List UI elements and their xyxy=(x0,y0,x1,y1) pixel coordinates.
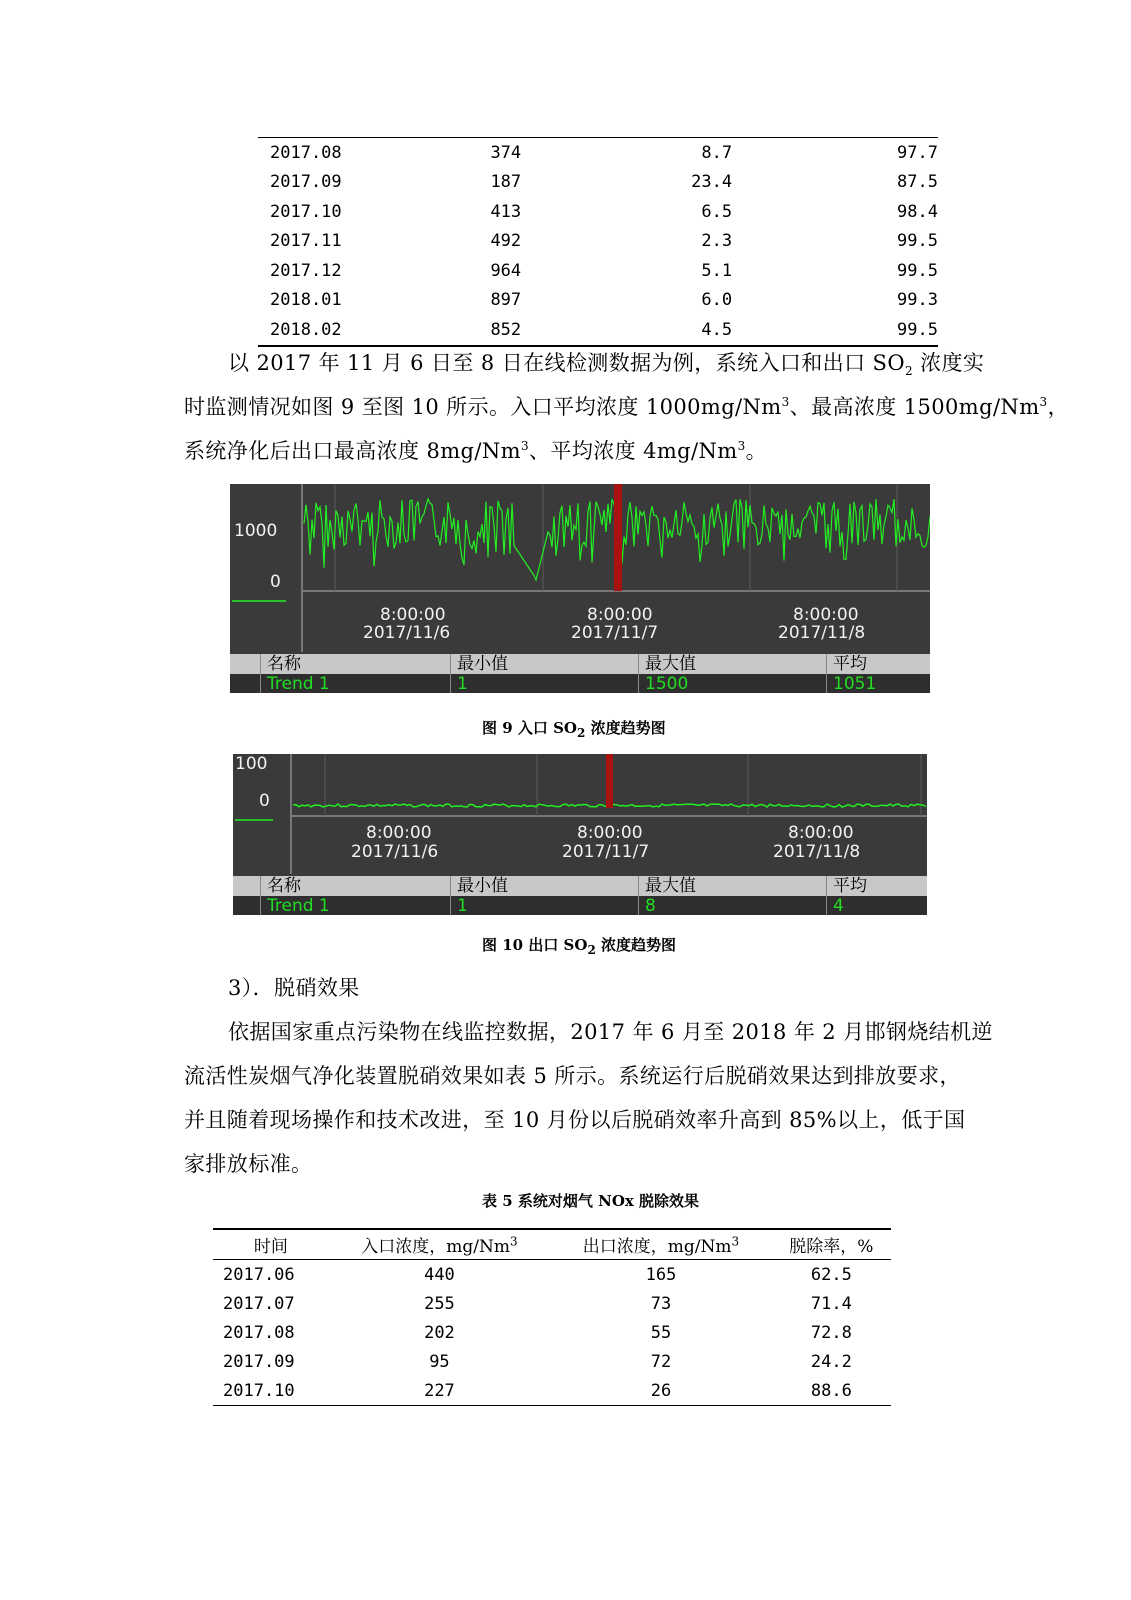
para2-line1: 依据国家重点污染物在线监控数据，2017 年 6 月至 2018 年 2 月邯钢烧结机逆 xyxy=(228,1020,993,1044)
table4-body xyxy=(258,138,938,346)
para1-text: 系统净化后出口最高浓度 8mg/Nm xyxy=(184,439,521,463)
table-cell: 2017.10 xyxy=(213,1376,329,1406)
table-row xyxy=(258,138,938,168)
table5-body xyxy=(213,1260,891,1406)
table5 xyxy=(213,1228,891,1406)
section-heading: 3）．脱硝效果 xyxy=(228,976,360,1000)
fig9-caption xyxy=(482,717,666,738)
caption-text: 图 9 入口 SO xyxy=(482,719,578,737)
table-cell: 99.5 xyxy=(897,260,938,281)
subscript: 2 xyxy=(587,943,596,957)
table-cell: 852 xyxy=(490,319,522,340)
table-row xyxy=(258,227,938,257)
fig9-time-3: 8:00:00 xyxy=(793,605,859,625)
table-cell: 413 xyxy=(490,201,522,222)
trend-avg: 1051 xyxy=(826,674,930,693)
trend-name: Trend 1 xyxy=(260,674,450,693)
fig9-date-3: 2017/11/8 xyxy=(778,623,866,643)
fig10-legend-header xyxy=(233,876,927,896)
table5-header-row xyxy=(213,1229,891,1260)
table-cell: 2017.06 xyxy=(223,1264,295,1285)
table-cell: 97.7 xyxy=(897,142,938,163)
para2-line4: 家排放标准。 xyxy=(184,1152,313,1176)
superscript: 3 xyxy=(737,439,746,453)
fig10-ytick-high: 100 xyxy=(235,754,268,774)
header-min: 最小值 xyxy=(450,876,638,896)
fig10-ytick-low: 0 xyxy=(259,791,270,811)
cursor-marker xyxy=(614,484,622,591)
table-cell: 165 xyxy=(645,1264,677,1285)
superscript: 3 xyxy=(781,395,790,409)
fig9-trend-screenshot xyxy=(230,484,930,693)
header-avg: 平均 xyxy=(826,876,927,896)
table-cell: 71.4 xyxy=(810,1293,852,1314)
subscript: 2 xyxy=(904,364,914,379)
fig10-date-3: 2017/11/8 xyxy=(773,842,861,862)
table-cell: 202 xyxy=(424,1322,455,1343)
fig9-time-1: 8:00:00 xyxy=(380,605,446,625)
table-cell: 2018.02 xyxy=(270,319,342,340)
fig9-ytick-low: 0 xyxy=(270,572,281,592)
table-row xyxy=(258,286,938,316)
fig9-legend-header xyxy=(230,654,930,674)
trend-max: 1500 xyxy=(638,674,826,693)
fig10-date-2: 2017/11/7 xyxy=(562,842,650,862)
table-cell: 72.8 xyxy=(810,1322,852,1343)
superscript: 3 xyxy=(509,1234,518,1249)
table-cell: 2017.07 xyxy=(223,1293,295,1314)
table-cell: 964 xyxy=(490,260,522,281)
table-cell: 62.5 xyxy=(810,1264,852,1285)
table-row xyxy=(213,1260,891,1290)
fig9-legend-row xyxy=(230,674,930,693)
table-row xyxy=(213,1289,891,1318)
table-cell: 2018.01 xyxy=(270,290,342,311)
table-cell: 99.5 xyxy=(897,231,938,252)
col-inlet-label: 入口浓度，mg/Nm xyxy=(361,1237,510,1257)
table-cell: 2017.12 xyxy=(270,260,342,281)
table-cell: 8.7 xyxy=(701,142,733,163)
col-outlet xyxy=(550,1229,772,1260)
fig10-legend-row xyxy=(233,896,927,915)
table5-title: 表 5 系统对烟气 NOx 脱除效果 xyxy=(482,1192,700,1210)
header-name: 名称 xyxy=(260,876,450,896)
trend-avg: 4 xyxy=(826,896,927,915)
table-row xyxy=(258,197,938,227)
para1-text: ， xyxy=(1047,395,1069,419)
table-cell: 2017.08 xyxy=(270,142,342,163)
subscript: 2 xyxy=(577,726,586,740)
table-cell: 227 xyxy=(329,1376,551,1406)
fig10-time-2: 8:00:00 xyxy=(577,823,643,843)
fig9-ytick-high: 1000 xyxy=(234,521,278,541)
fig10-time-3: 8:00:00 xyxy=(788,823,854,843)
table-cell: 897 xyxy=(490,290,522,311)
para1-text: 、平均浓度 4mg/Nm xyxy=(529,439,738,463)
table-cell: 88.6 xyxy=(772,1376,891,1406)
para1-line2 xyxy=(184,385,1069,429)
table-cell: 187 xyxy=(490,172,522,193)
table-cell: 98.4 xyxy=(897,201,938,222)
fig10-caption xyxy=(482,934,676,955)
table-row xyxy=(213,1318,891,1347)
fig9-date-2: 2017/11/7 xyxy=(571,623,659,643)
table-cell: 4.5 xyxy=(701,319,733,340)
header-max: 最大值 xyxy=(638,654,826,674)
col-time: 时间 xyxy=(213,1229,329,1260)
table-cell: 2017.11 xyxy=(270,231,342,252)
table-cell: 6.0 xyxy=(701,290,733,311)
caption-text: 图 10 出口 SO xyxy=(482,936,588,954)
caption-text: 浓度趋势图 xyxy=(595,936,677,954)
para2-line3: 并且随着现场操作和技术改进，至 10 月份以后脱硝效率升高到 85%以上，低于国 xyxy=(184,1108,966,1132)
table-cell: 23.4 xyxy=(691,172,733,193)
header-min: 最小值 xyxy=(450,654,638,674)
fig10-time-1: 8:00:00 xyxy=(366,823,432,843)
para1-line1 xyxy=(228,341,984,385)
para1-text: 、最高浓度 1500mg/Nm xyxy=(789,395,1040,419)
header-name: 名称 xyxy=(260,654,450,674)
table-row xyxy=(258,168,938,198)
para1-text: 时监测情况如图 9 至图 10 所示。入口平均浓度 1000mg/Nm xyxy=(184,395,782,419)
col-inlet xyxy=(329,1229,551,1260)
table-cell: 55 xyxy=(650,1322,672,1343)
superscript: 3 xyxy=(520,439,530,453)
col-removal: 脱除率，% xyxy=(772,1229,891,1260)
table-cell: 2017.08 xyxy=(223,1322,295,1343)
trend-max: 8 xyxy=(638,896,826,915)
table-row xyxy=(213,1347,891,1376)
table-cell: 492 xyxy=(490,231,522,252)
table-cell: 99.5 xyxy=(897,319,938,340)
table-cell: 2017.09 xyxy=(270,172,342,193)
table-cell: 440 xyxy=(424,1264,455,1285)
trend-name: Trend 1 xyxy=(260,896,450,915)
cursor-marker xyxy=(606,754,613,808)
table-cell: 87.5 xyxy=(897,172,938,193)
fig9-time-2: 8:00:00 xyxy=(587,605,653,625)
fig10-trend-screenshot xyxy=(233,754,927,915)
table-cell: 2.3 xyxy=(701,231,733,252)
para1-text: 以 2017 年 11 月 6 日至 8 日在线检测数据为例，系统入口和出口 SO xyxy=(228,351,905,375)
fig10-date-1: 2017/11/6 xyxy=(351,842,439,862)
table-cell: 6.5 xyxy=(701,201,733,222)
fig9-date-1: 2017/11/6 xyxy=(363,623,451,643)
para1-text: 。 xyxy=(745,439,768,463)
superscript: 3 xyxy=(1039,395,1048,409)
table-cell: 99.3 xyxy=(897,290,938,311)
table-row xyxy=(258,256,938,286)
trend-min: 1 xyxy=(450,896,638,915)
header-avg: 平均 xyxy=(826,654,930,674)
table-cell: 5.1 xyxy=(701,260,733,281)
para1-line3 xyxy=(184,429,767,473)
table-cell: 26 xyxy=(550,1376,772,1406)
superscript: 3 xyxy=(731,1234,740,1249)
table-cell: 255 xyxy=(424,1293,455,1314)
col-outlet-label: 出口浓度，mg/Nm xyxy=(582,1237,732,1257)
table-cell: 95 xyxy=(429,1351,450,1372)
table-cell: 2017.09 xyxy=(223,1351,295,1372)
table-cell: 374 xyxy=(490,142,522,163)
table-cell: 2017.10 xyxy=(270,201,342,222)
table-cell: 24.2 xyxy=(810,1351,852,1372)
table4-continuation xyxy=(258,137,938,347)
trend-min: 1 xyxy=(450,674,638,693)
para2-line2: 流活性炭烟气净化装置脱硝效果如表 5 所示。系统运行后脱硝效果达到排放要求， xyxy=(184,1064,961,1088)
header-max: 最大值 xyxy=(638,876,826,896)
table-row xyxy=(213,1376,891,1406)
table-cell: 72 xyxy=(650,1351,672,1372)
caption-text: 浓度趋势图 xyxy=(585,719,666,737)
table-cell: 73 xyxy=(650,1293,672,1314)
para1-text: 浓度实 xyxy=(913,351,985,375)
